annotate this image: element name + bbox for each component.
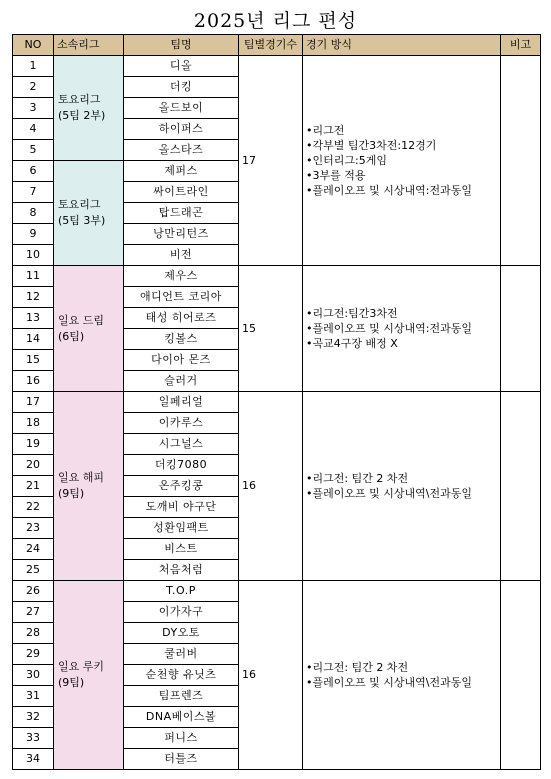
method-line: •리그전:팀간3차전: [306, 307, 398, 320]
row-number: 28: [13, 623, 54, 644]
header-no: NO: [13, 35, 54, 56]
row-number: 11: [13, 266, 54, 287]
team-name: 더킹: [124, 77, 239, 98]
league-cell: [54, 581, 124, 770]
league-name: 일요 해피: [58, 471, 105, 484]
method-line: •플레이오프 및 시상내역:전과동일: [306, 184, 472, 197]
row-number: 15: [13, 350, 54, 371]
league-cell: [54, 161, 124, 266]
team-name: DNA베이스볼: [124, 707, 239, 728]
league-table: [12, 34, 541, 770]
row-number: 32: [13, 707, 54, 728]
league-subtitle: (6팀): [58, 329, 85, 343]
team-name: 낭만리턴즈: [124, 224, 239, 245]
row-number: 5: [13, 140, 54, 161]
team-name: 팀프렌즈: [124, 686, 239, 707]
header-games: 팀별경기수: [239, 35, 303, 56]
team-name: 이카루스: [124, 413, 239, 434]
team-name: 비스트: [124, 539, 239, 560]
method-line: •리그전: [306, 124, 345, 137]
game-method: [303, 266, 501, 392]
remarks-cell: [501, 266, 541, 392]
row-number: 16: [13, 371, 54, 392]
row-number: 33: [13, 728, 54, 749]
game-method: [303, 56, 501, 266]
remarks-cell: [501, 581, 541, 770]
league-cell: [54, 392, 124, 581]
row-number: 25: [13, 560, 54, 581]
row-number: 13: [13, 308, 54, 329]
team-name: 일페리얼: [124, 392, 239, 413]
league-cell: [54, 266, 124, 392]
method-line: •플레이오프 및 시상내역\전과동일: [306, 676, 472, 689]
team-name: 성환임팩트: [124, 518, 239, 539]
team-name: 쿨러버: [124, 644, 239, 665]
table-row: [13, 581, 541, 602]
row-number: 2: [13, 77, 54, 98]
method-line: •인터리그:5게임: [306, 154, 387, 167]
team-name: DY오토: [124, 623, 239, 644]
method-line: •각부별 팀간3차전:12경기: [306, 139, 437, 152]
team-name: 올스타즈: [124, 140, 239, 161]
header-league: 소속리그: [54, 35, 124, 56]
method-line: •곡교4구장 배정 X: [306, 337, 398, 350]
row-number: 20: [13, 455, 54, 476]
remarks-cell: [501, 392, 541, 581]
row-number: 14: [13, 329, 54, 350]
team-name: 싸이트라인: [124, 182, 239, 203]
method-line: •리그전: 팀간 2 차전: [306, 661, 409, 674]
league-name: 일요 드림: [58, 313, 105, 327]
row-number: 22: [13, 497, 54, 518]
method-line: •플레이오프 및 시상내역\전과동일: [306, 487, 472, 500]
league-subtitle: (9팀): [58, 487, 85, 500]
row-number: 9: [13, 224, 54, 245]
team-name: 퍼니스: [124, 728, 239, 749]
team-name: 다이아 몬즈: [124, 350, 239, 371]
row-number: 6: [13, 161, 54, 182]
row-number: 19: [13, 434, 54, 455]
header-method: 경기 방식: [303, 35, 501, 56]
row-number: 27: [13, 602, 54, 623]
row-number: 8: [13, 203, 54, 224]
row-number: 31: [13, 686, 54, 707]
team-name: 킹볼스: [124, 329, 239, 350]
games-count: 15: [239, 266, 303, 392]
row-number: 7: [13, 182, 54, 203]
table-row: [13, 56, 541, 77]
games-count: 16: [239, 581, 303, 770]
row-number: 30: [13, 665, 54, 686]
team-name: 디올: [124, 56, 239, 77]
row-number: 17: [13, 392, 54, 413]
games-count: 16: [239, 392, 303, 581]
team-name: 슬러거: [124, 371, 239, 392]
team-name: 더킹7080: [124, 455, 239, 476]
game-method: [303, 392, 501, 581]
team-name: 도깨비 야구단: [124, 497, 239, 518]
method-line: •플레이오프 및 시상내역:전과동일: [306, 322, 472, 335]
table-row: [13, 392, 541, 413]
league-name: 일요 루키: [58, 660, 105, 673]
method-line: •리그전: 팀간 2 차전: [306, 472, 409, 485]
game-method: [303, 581, 501, 770]
team-name: 제우스: [124, 266, 239, 287]
remarks-cell: [501, 56, 541, 266]
team-name: 이가자구: [124, 602, 239, 623]
row-number: 4: [13, 119, 54, 140]
league-cell: [54, 56, 124, 161]
team-name: 제퍼스: [124, 161, 239, 182]
row-number: 29: [13, 644, 54, 665]
page-title: 2025년 리그 편성: [193, 10, 358, 32]
row-number: 21: [13, 476, 54, 497]
row-number: 1: [13, 56, 54, 77]
row-number: 24: [13, 539, 54, 560]
team-name: 터틀즈: [124, 749, 239, 770]
team-name: 시그널스: [124, 434, 239, 455]
team-name: 비전: [124, 245, 239, 266]
row-number: 3: [13, 98, 54, 119]
team-name: 온주킹콩: [124, 476, 239, 497]
header-remarks: 비고: [501, 35, 541, 56]
team-name: 하이퍼스: [124, 119, 239, 140]
team-name: 처음처럼: [124, 560, 239, 581]
method-line: •3부를 적용: [306, 169, 366, 182]
row-number: 34: [13, 749, 54, 770]
league-name: 토요리그: [58, 198, 101, 211]
row-number: 10: [13, 245, 54, 266]
team-name: T.O.P: [124, 581, 239, 602]
games-count: 17: [239, 56, 303, 266]
league-subtitle: (5팀 2부): [58, 109, 106, 122]
league-subtitle: (9팀): [58, 676, 85, 689]
row-number: 18: [13, 413, 54, 434]
team-name: 애디언트 코리아: [124, 287, 239, 308]
row-number: 23: [13, 518, 54, 539]
table-row: [13, 266, 541, 287]
league-name: 토요리그: [58, 93, 101, 106]
row-number: 12: [13, 287, 54, 308]
header-team: 팀명: [124, 35, 239, 56]
team-name: 탑드래곤: [124, 203, 239, 224]
team-name: 올드보이: [124, 98, 239, 119]
team-name: 순천향 유닛츠: [124, 665, 239, 686]
league-subtitle: (5팀 3부): [58, 214, 106, 227]
team-name: 태성 히어로즈: [124, 308, 239, 329]
header-row: [13, 35, 541, 56]
row-number: 26: [13, 581, 54, 602]
